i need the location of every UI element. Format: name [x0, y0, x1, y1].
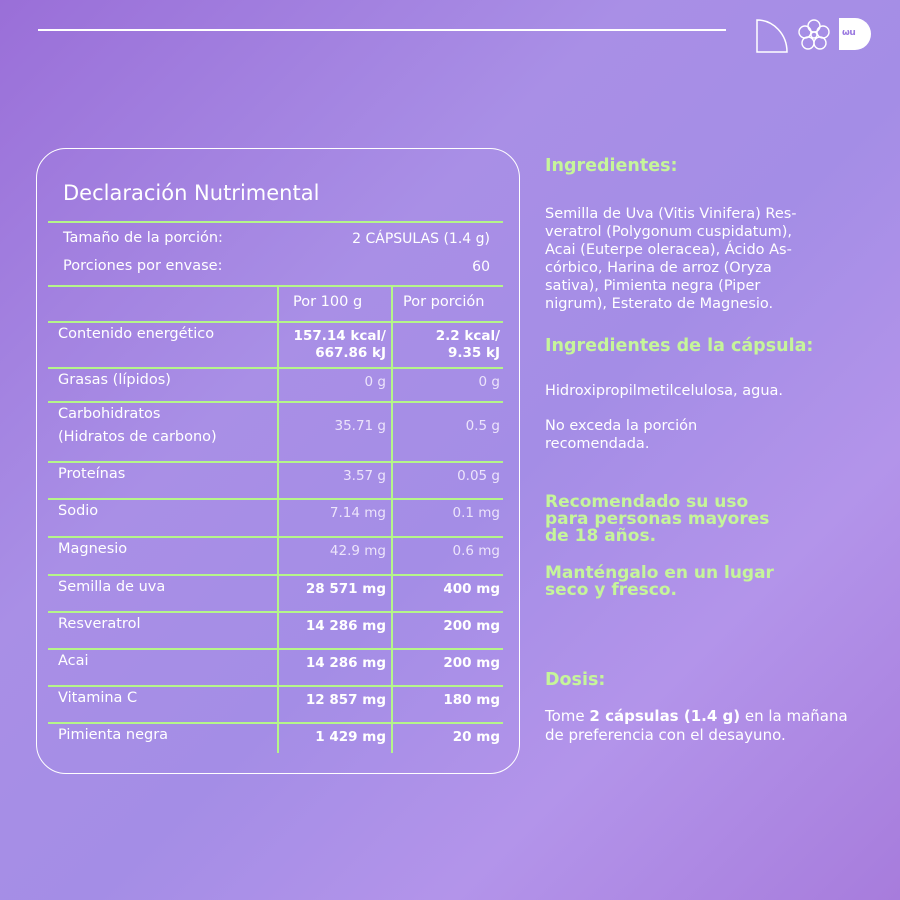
portion-warning [545, 417, 875, 453]
value-per-portion: 0.05 g [457, 468, 500, 484]
value-per-100g: 14 286 mg [305, 618, 386, 634]
ingredients-line: córbico, Harina de arroz (Oryza [545, 260, 772, 276]
capsule-ingredients-heading: Ingredientes de la cápsula: [545, 336, 814, 356]
value-per-portion: 0.5 g [465, 418, 500, 434]
recommend-line: para personas mayores [545, 509, 770, 529]
ingredients-line: sativa), Pimienta negra (Piper [545, 278, 761, 294]
storage-line: seco y fresco. [545, 580, 677, 600]
value-per-100g: 7.14 mg [329, 505, 386, 521]
value-per-100g: 3.57 g [343, 468, 386, 484]
ingredients-heading: Ingredientes: [545, 156, 678, 176]
value-per-100g: 35.71 g [334, 418, 386, 434]
serving-size-label: Tamaño de la porción: [63, 230, 223, 246]
ingredients-text [545, 205, 875, 313]
nutrient-name: Contenido energético [58, 326, 215, 342]
quarter-circle-icon [755, 18, 789, 54]
ingredients-line: nigrum), Esterato de Magnesio. [545, 296, 774, 312]
grid-line [48, 285, 503, 287]
storage-line: Manténgalo en un lugar [545, 563, 774, 583]
servings-label: Porciones por envase: [63, 258, 223, 274]
dose-pre: Tome [545, 707, 590, 725]
recommend-line: de 18 años. [545, 526, 657, 546]
age-recommendation [545, 494, 845, 545]
row-divider [48, 722, 503, 724]
row-divider [48, 321, 503, 323]
value-per-100g-line2: 667.86 kJ [315, 345, 386, 361]
row-divider [48, 536, 503, 538]
nutrient-name: Acai [58, 653, 89, 669]
nutrient-name: Carbohidratos [58, 406, 161, 422]
row-divider [48, 648, 503, 650]
row-divider [48, 498, 503, 500]
column-header-per-100g: Por 100 g [293, 294, 363, 310]
nutrient-name: Semilla de uva [58, 579, 166, 595]
dose-text [545, 707, 875, 745]
row-divider [48, 461, 503, 463]
storage-advice [545, 565, 845, 599]
dose-amount: 2 cápsulas (1.4 g) [589, 707, 741, 725]
flower-icon [797, 18, 831, 52]
warning-line: No exceda la porción [545, 418, 698, 434]
value-per-portion-line2: 9.35 kJ [447, 345, 500, 361]
value-per-100g: 0 g [364, 374, 386, 390]
ingredients-line: veratrol (Polygonum cuspidatum), [545, 224, 793, 240]
row-divider [48, 574, 503, 576]
dose-line2: de preferencia con el desayuno. [545, 726, 786, 744]
nutrient-name: Vitamina C [58, 690, 138, 706]
nutrient-name: Grasas (lípidos) [58, 372, 171, 388]
value-per-100g: 12 857 mg [305, 692, 386, 708]
value-per-100g: 157.14 kcal/ [293, 328, 386, 344]
recommend-line: Recomendado su uso [545, 492, 749, 512]
nutrient-name: Proteínas [58, 466, 126, 482]
value-per-portion: 0.6 mg [452, 543, 500, 559]
nutrient-name: Magnesio [58, 541, 128, 557]
value-per-portion: 20 mg [452, 729, 500, 745]
value-per-portion: 200 mg [443, 618, 500, 634]
nutrient-name: Sodio [58, 503, 99, 519]
nutrition-title: Declaración Nutrimental [63, 181, 320, 205]
serving-size-value: 2 CÁPSULAS (1.4 g) [352, 231, 490, 247]
ingredients-line: Acai (Euterpe oleracea), Ácido As- [545, 242, 792, 258]
value-per-portion: 400 mg [443, 581, 500, 597]
value-per-portion: 2.2 kcal/ [435, 328, 500, 344]
row-divider [48, 367, 503, 369]
warning-line: recomendada. [545, 436, 650, 452]
column-header-per-portion: Por porción [403, 294, 485, 310]
capsule-ingredients-text: Hidroxipropilmetilcelulosa, agua. [545, 383, 784, 399]
dose-heading: Dosis: [545, 670, 606, 690]
value-per-100g: 1 429 mg [315, 729, 386, 745]
brand-logo-text: ωu [842, 28, 856, 38]
nutrient-name-line2: (Hidratos de carbono) [58, 429, 217, 445]
row-divider [48, 685, 503, 687]
row-divider [48, 401, 503, 403]
value-per-portion: 0 g [478, 374, 500, 390]
value-per-100g: 28 571 mg [305, 581, 386, 597]
nutrient-name: Pimienta negra [58, 727, 169, 743]
top-divider-line [38, 29, 726, 31]
value-per-portion: 180 mg [443, 692, 500, 708]
brand-logo [839, 18, 871, 50]
value-per-100g: 14 286 mg [305, 655, 386, 671]
dose-post: en la mañana [740, 707, 848, 725]
ingredients-line: Semilla de Uva (Vitis Vinifera) Res- [545, 206, 797, 222]
nutrient-name: Resveratrol [58, 616, 141, 632]
grid-line [48, 221, 503, 223]
value-per-portion: 0.1 mg [452, 505, 500, 521]
row-divider [48, 611, 503, 613]
value-per-portion: 200 mg [443, 655, 500, 671]
value-per-100g: 42.9 mg [329, 543, 386, 559]
servings-value: 60 [472, 259, 490, 275]
